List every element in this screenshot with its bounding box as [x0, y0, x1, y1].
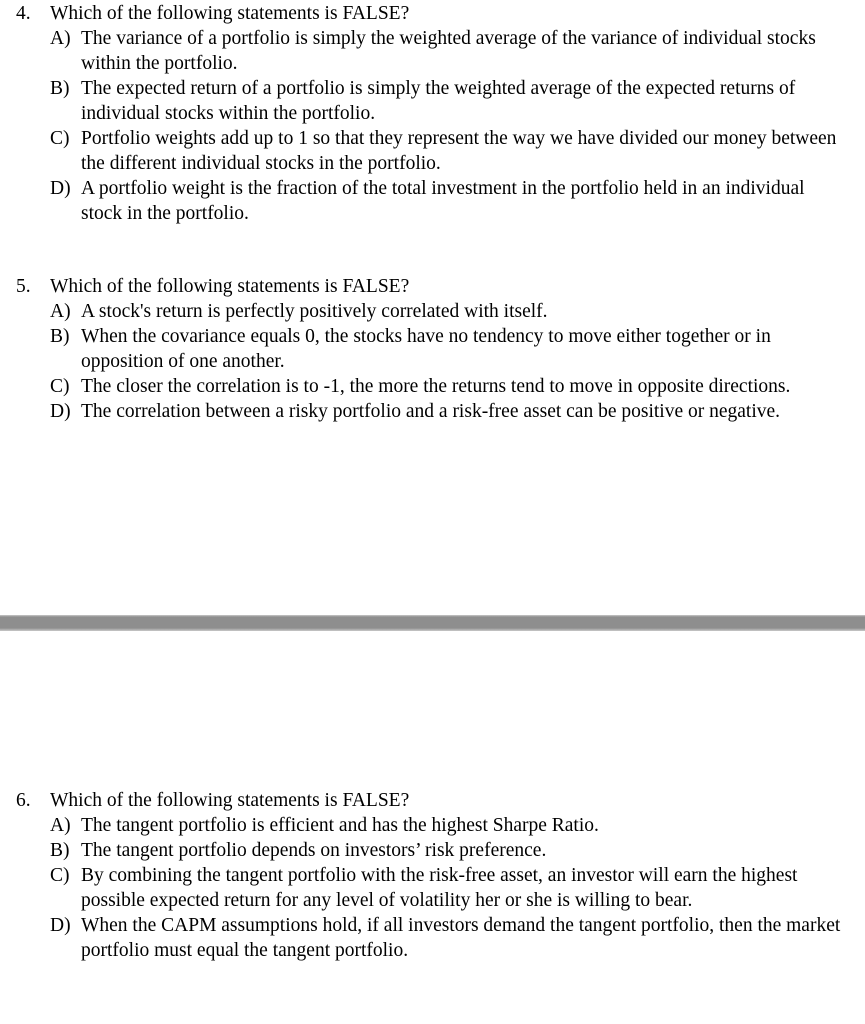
option-text: The tangent portfolio depends on investors’ risk preference.	[81, 840, 547, 861]
question-header	[0, 788, 865, 813]
option-a	[0, 299, 865, 324]
option-letter: A)	[50, 815, 71, 836]
option-letter: D)	[50, 915, 71, 936]
page-divider	[0, 615, 865, 631]
option-letter: C)	[50, 376, 70, 397]
option-b	[0, 838, 865, 863]
option-letter: B)	[50, 78, 70, 99]
question-number: 5.	[16, 276, 31, 297]
option-letter: D)	[50, 401, 71, 422]
option-c	[0, 374, 865, 399]
question-text: Which of the following statements is FALSE?	[50, 790, 410, 811]
option-letter: B)	[50, 326, 70, 347]
option-c	[0, 126, 865, 176]
question-number: 6.	[16, 790, 31, 811]
option-a	[0, 813, 865, 838]
option-a	[0, 26, 865, 76]
question-header	[0, 274, 865, 299]
option-text: A portfolio weight is the fraction of the total investment in the portfolio held in an individual stock in the portfolio.	[81, 178, 805, 224]
question-5	[0, 274, 865, 424]
option-text: When the CAPM assumptions hold, if all investors demand the tangent portfolio, then the market portfolio must equal the tangent portfolio.	[81, 915, 841, 961]
question-text: Which of the following statements is FALSE?	[50, 276, 410, 297]
option-text: The variance of a portfolio is simply the weighted average of the variance of individual stocks within the portfolio.	[81, 28, 816, 74]
option-text: The correlation between a risky portfolio and a risk-free asset can be positive or negative.	[81, 401, 781, 422]
option-text: A stock's return is perfectly positively correlated with itself.	[81, 301, 548, 322]
option-text: Portfolio weights add up to 1 so that they represent the way we have divided our money between the different individual stocks in the portfolio.	[81, 128, 837, 174]
option-text: When the covariance equals 0, the stocks have no tendency to move either together or in opposition of one another.	[81, 326, 771, 372]
option-d	[0, 399, 865, 424]
option-text: By combining the tangent portfolio with the risk-free asset, an investor will earn the highest possible expected return for any level of volatility her or she is willing to bear.	[81, 865, 798, 911]
question-6	[0, 788, 865, 963]
option-text: The tangent portfolio is efficient and has the highest Sharpe Ratio.	[81, 815, 599, 836]
option-letter: C)	[50, 128, 70, 149]
option-b	[0, 76, 865, 126]
option-d	[0, 176, 865, 226]
option-text: The expected return of a portfolio is simply the weighted average of the expected returns of individual stocks within the portfolio.	[81, 78, 796, 124]
option-letter: A)	[50, 301, 71, 322]
question-4	[0, 1, 865, 226]
question-number: 4.	[16, 3, 31, 24]
option-letter: B)	[50, 840, 70, 861]
question-header	[0, 1, 865, 26]
option-letter: D)	[50, 178, 71, 199]
option-text: The closer the correlation is to -1, the more the returns tend to move in opposite directions.	[81, 376, 791, 397]
option-b	[0, 324, 865, 374]
option-d	[0, 913, 865, 963]
option-letter: C)	[50, 865, 70, 886]
question-text: Which of the following statements is FALSE?	[50, 3, 410, 24]
option-c	[0, 863, 865, 913]
option-letter: A)	[50, 28, 71, 49]
